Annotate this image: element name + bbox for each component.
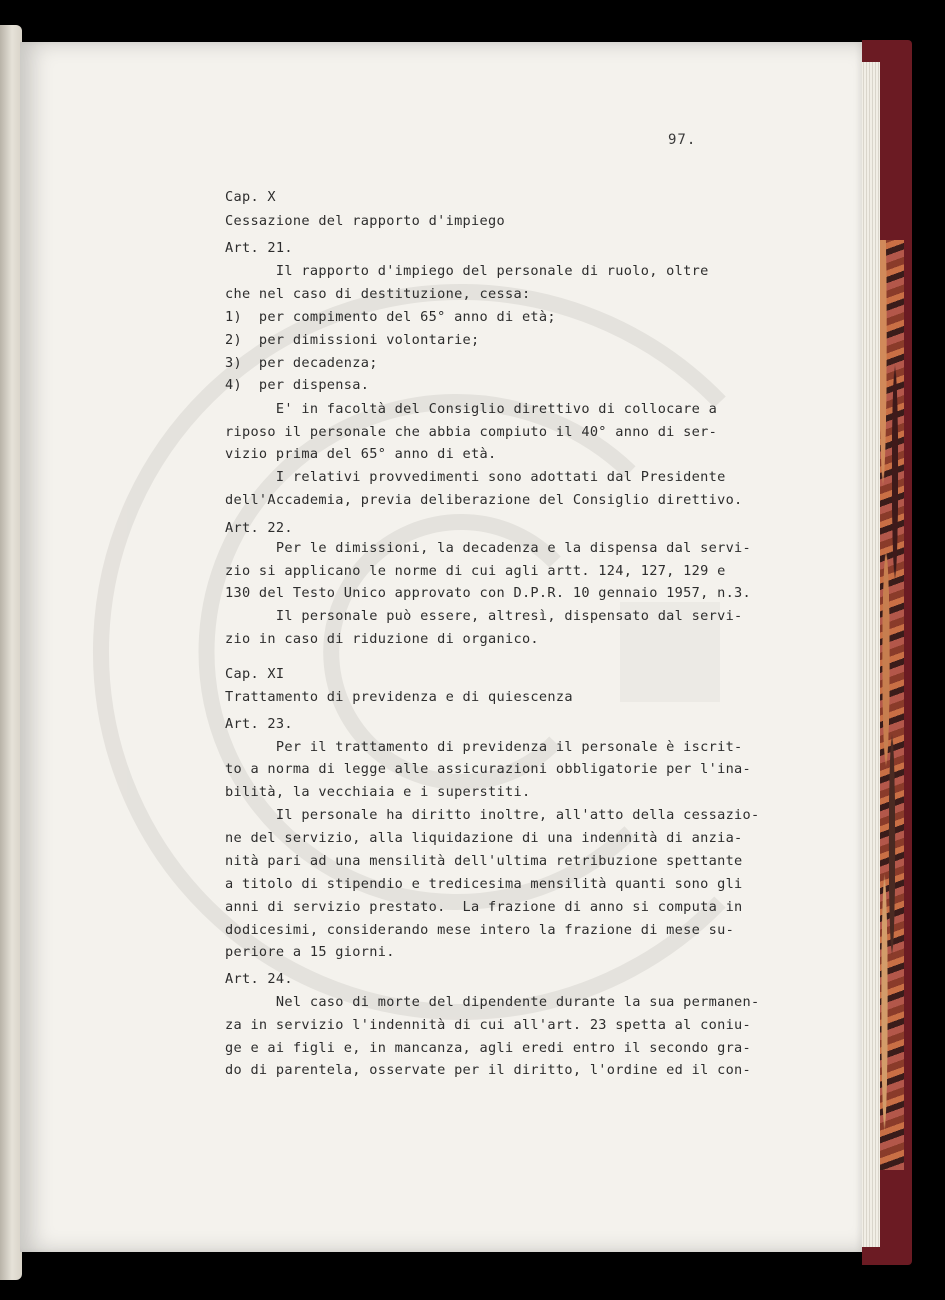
- text-line: bilità, la vecchiaia e i superstiti.: [225, 784, 531, 800]
- text-line: za in servizio l'indennità di cui all'art. 23 spetta al coniu-: [225, 1017, 752, 1033]
- text-line: ge e ai figli e, in mancanza, agli eredi entro il secondo gra-: [225, 1040, 752, 1056]
- left-page-edge: [0, 25, 22, 1280]
- chapter-title: Trattamento di previdenza e di quiescenza: [225, 689, 573, 705]
- text-line: zio si applicano le norme di cui agli artt. 124, 127, 129 e: [225, 563, 726, 579]
- text-line: dodicesimi, considerando mese intero la frazione di mese su-: [225, 922, 735, 938]
- text-line: zio in caso di riduzione di organico.: [225, 631, 539, 647]
- text-line: 2) per dimissioni volontarie;: [225, 332, 480, 348]
- text-line: Per le dimissioni, la decadenza e la dispensa dal servi-: [225, 540, 752, 556]
- text-line: Il rapporto d'impiego del personale di ruolo, oltre: [225, 263, 709, 279]
- chapter-heading: Cap. XI: [225, 666, 285, 682]
- article-heading: Art. 22.: [225, 520, 293, 536]
- text-line: che nel caso di destituzione, cessa:: [225, 286, 531, 302]
- text-line: Per il trattamento di previdenza il personale è iscrit-: [225, 739, 743, 755]
- text-line: ne del servizio, alla liquidazione di una indennità di anzia-: [225, 830, 743, 846]
- text-line: Il personale ha diritto inoltre, all'atto della cessazio-: [225, 807, 760, 823]
- text-line: 3) per decadenza;: [225, 355, 378, 371]
- text-line: 1) per compimento del 65° anno di età;: [225, 309, 556, 325]
- article-heading: Art. 21.: [225, 240, 293, 256]
- book-page: [20, 42, 862, 1252]
- text-line: a titolo di stipendio e tredicesima mensilità quanti sono gli: [225, 876, 743, 892]
- chapter-title: Cessazione del rapporto d'impiego: [225, 213, 505, 229]
- text-line: dell'Accademia, previa deliberazione del Consiglio direttivo.: [225, 492, 743, 508]
- text-line: Nel caso di morte del dipendente durante la sua permanen-: [225, 994, 760, 1010]
- text-line: E' in facoltà del Consiglio direttivo di collocare a: [225, 401, 718, 417]
- text-line: to a norma di legge alle assicurazioni obbligatorie per l'ina-: [225, 761, 752, 777]
- text-line: anni di servizio prestato. La frazione di anno si computa in: [225, 899, 743, 915]
- text-line: nità pari ad una mensilità dell'ultima retribuzione spettante: [225, 853, 743, 869]
- article-heading: Art. 23.: [225, 716, 293, 732]
- text-line: Il personale può essere, altresì, dispensato dal servi-: [225, 608, 743, 624]
- text-line: 4) per dispensa.: [225, 377, 370, 393]
- text-line: I relativi provvedimenti sono adottati dal Presidente: [225, 469, 726, 485]
- text-line: vizio prima del 65° anno di età.: [225, 446, 497, 462]
- chapter-heading: Cap. X: [225, 189, 276, 205]
- text-line: do di parentela, osservate per il diritto, l'ordine ed il con-: [225, 1062, 752, 1078]
- text-line: periore a 15 giorni.: [225, 944, 395, 960]
- text-line: 130 del Testo Unico approvato con D.P.R. 10 gennaio 1957, n.3.: [225, 585, 752, 601]
- page-number: 97.: [668, 132, 697, 148]
- text-line: riposo il personale che abbia compiuto il 40° anno di ser-: [225, 424, 718, 440]
- article-heading: Art. 24.: [225, 971, 293, 987]
